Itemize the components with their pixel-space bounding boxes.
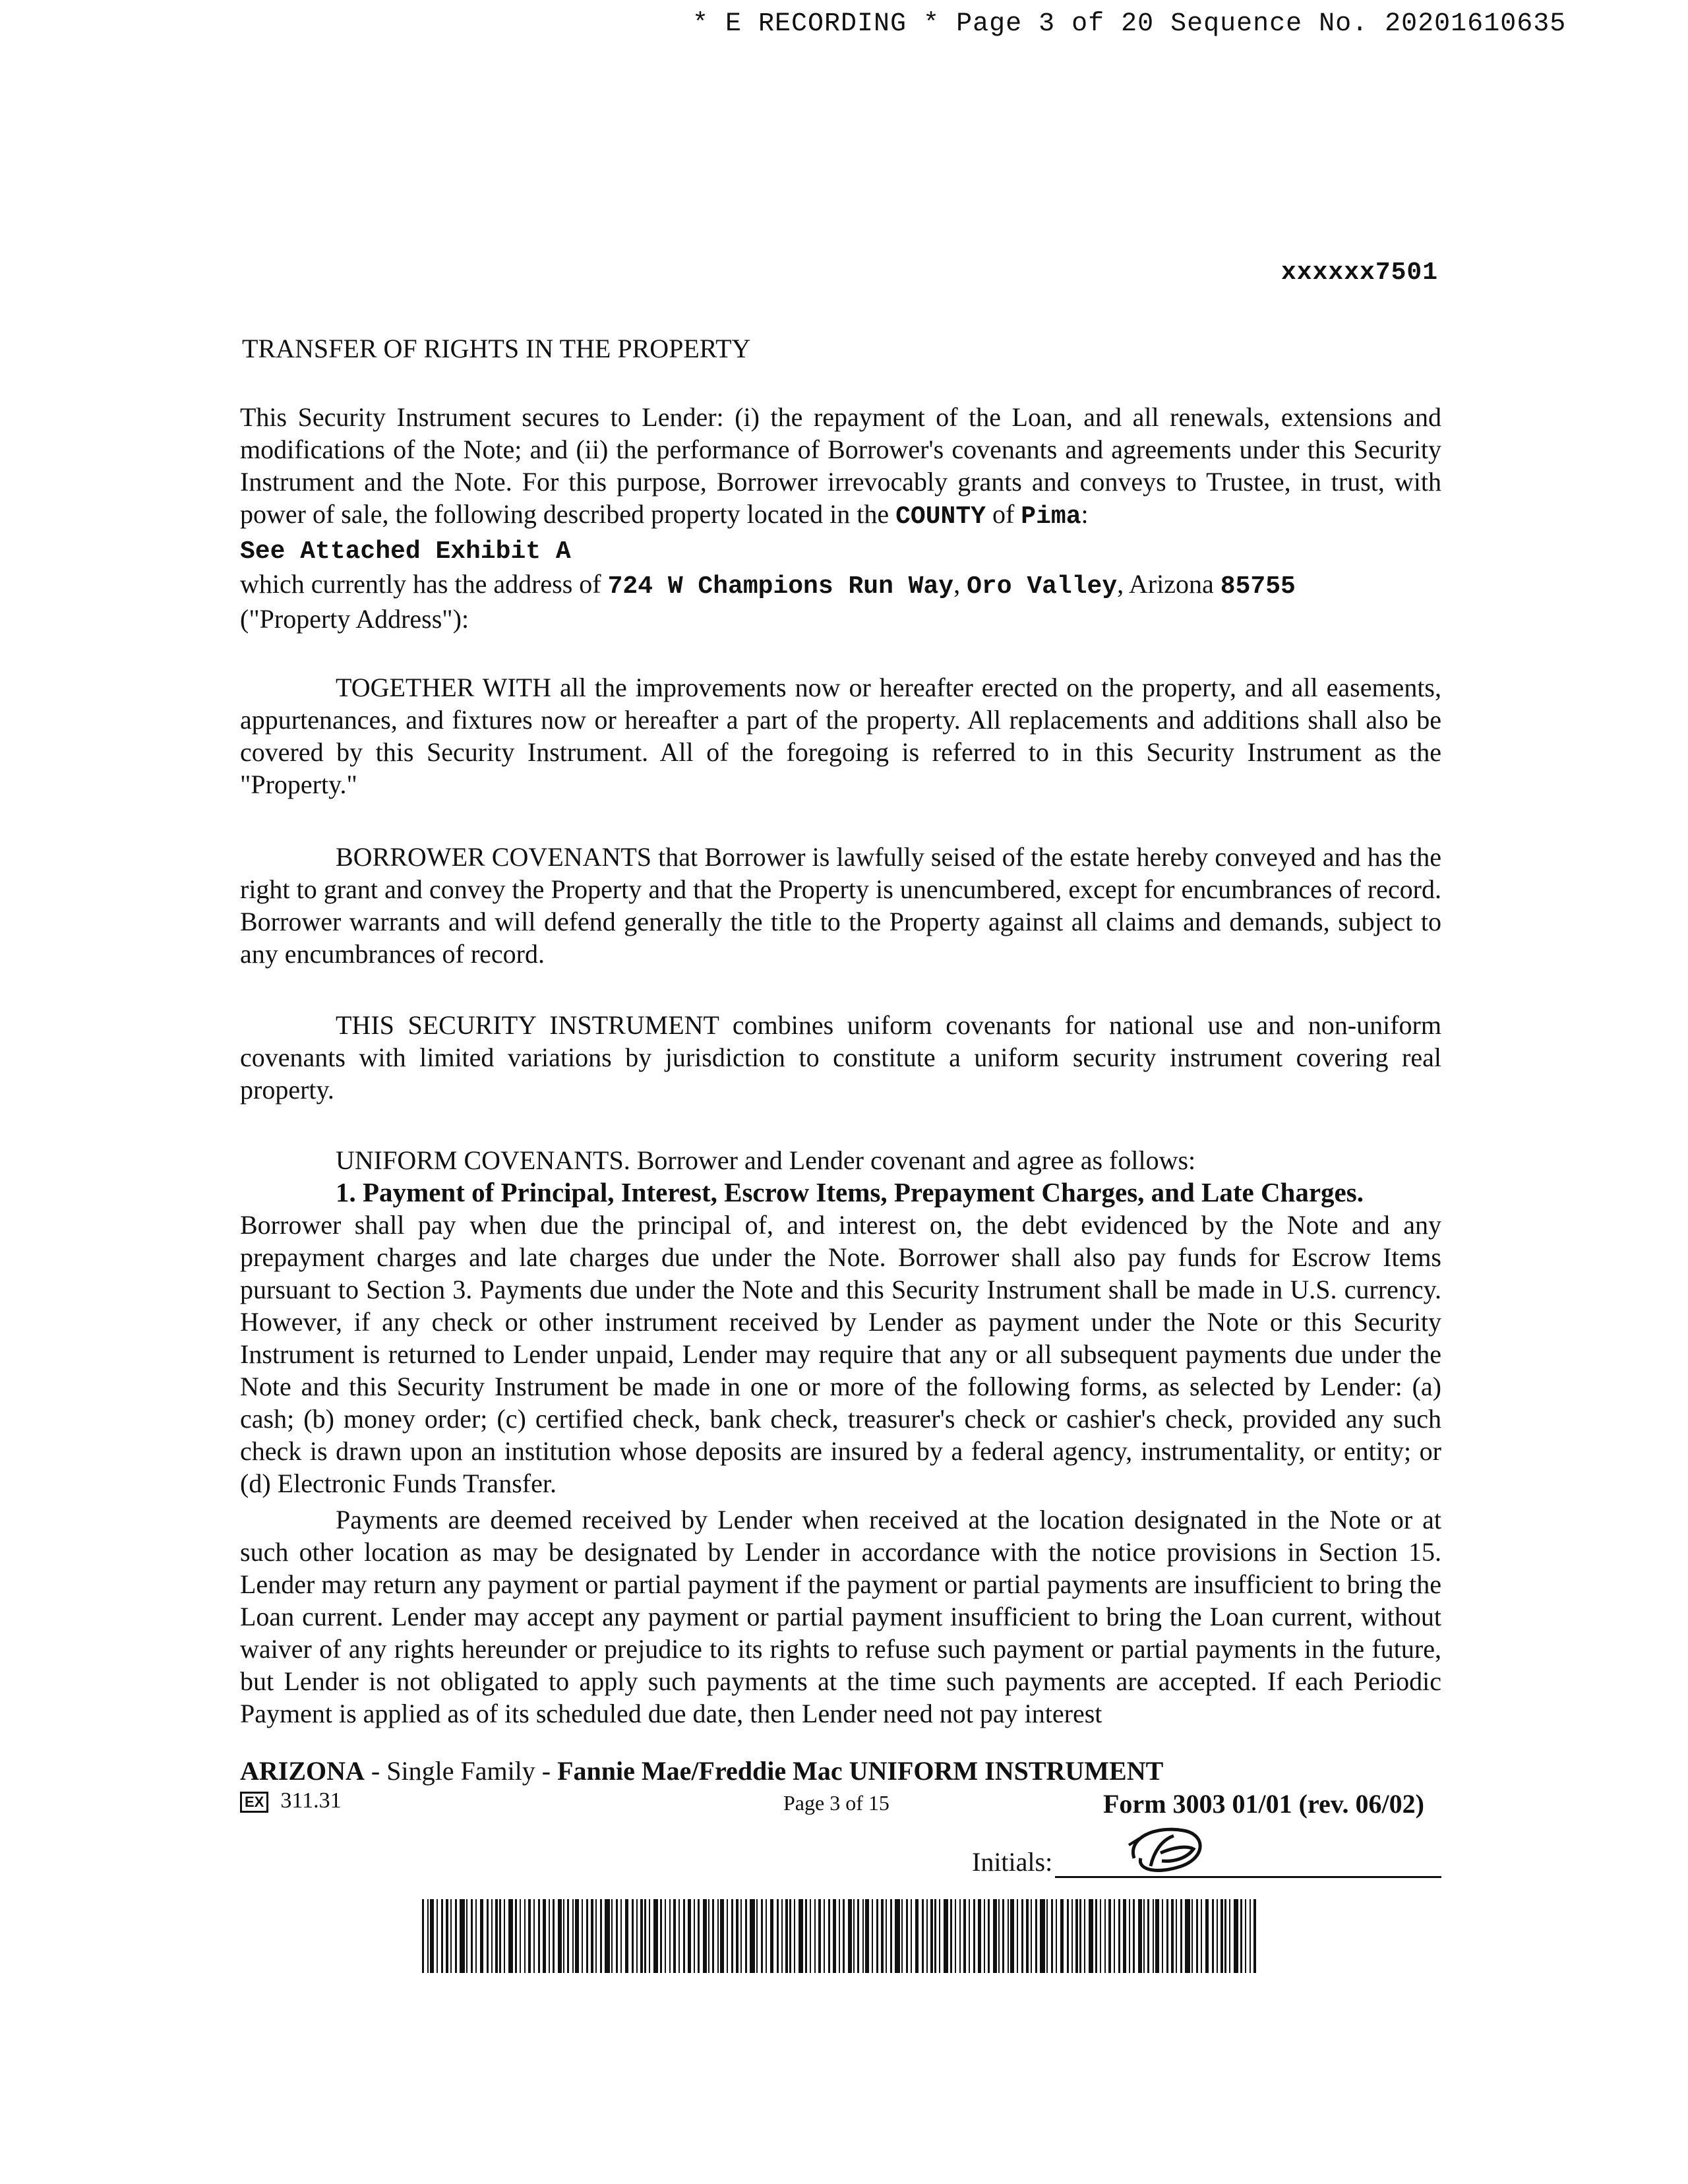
barcode-bar bbox=[533, 1899, 535, 1973]
barcode-bar bbox=[504, 1899, 505, 1973]
barcode-bar bbox=[605, 1899, 610, 1973]
barcode-bar bbox=[1123, 1899, 1126, 1973]
section1-heading: 1. Payment of Principal, Interest, Escrow Items, Prepayment Charges, and Late Charges. bbox=[336, 1177, 1364, 1207]
loan-number: xxxxxx7501 bbox=[1281, 258, 1439, 287]
together-paragraph bbox=[240, 671, 1441, 801]
barcode-bar bbox=[1017, 1899, 1018, 1973]
borrower-covenants-paragraph bbox=[240, 841, 1441, 970]
barcode-bar bbox=[563, 1899, 564, 1973]
barcode-bar bbox=[901, 1899, 903, 1973]
barcode-bar bbox=[1104, 1899, 1106, 1973]
barcode-bar bbox=[777, 1899, 779, 1973]
barcode-bar bbox=[543, 1899, 546, 1973]
barcode-bar bbox=[688, 1899, 691, 1973]
barcode-bar bbox=[441, 1899, 443, 1973]
barcode-bar bbox=[1196, 1899, 1198, 1973]
barcode-bar bbox=[857, 1899, 859, 1973]
barcode-bar bbox=[600, 1899, 602, 1973]
barcode-bar bbox=[487, 1899, 489, 1973]
county-colon: : bbox=[1081, 499, 1089, 529]
barcode-bar bbox=[959, 1899, 961, 1973]
transfer-paragraph: This Security Instrument secures to Lender: (i) the repayment of the Loan, and all renewals, extensions and modifications of the Note; and (ii) the performance of Borrower's covenants and agreements under this Security Instrument and the Note. For this purpose, Borrower irrevocably grants and conveys to Trustee, in trust, with power of sale, the following described property located in the COUNTY of Pima: See Attached Exhibit A which currently has the address of 724 W Champions Run Way, Oro Valley, Arizona 85755 ("Property Address"): bbox=[240, 402, 1441, 634]
barcode-bar bbox=[1185, 1899, 1190, 1973]
county-name: Pima bbox=[1021, 502, 1081, 531]
barcode-bar bbox=[950, 1899, 952, 1973]
barcode-bar bbox=[926, 1899, 928, 1973]
barcode-bar bbox=[480, 1899, 483, 1973]
barcode-bar bbox=[794, 1899, 795, 1973]
barcode-bar bbox=[984, 1899, 985, 1973]
barcode-bar bbox=[720, 1899, 724, 1973]
barcode-bar bbox=[471, 1899, 473, 1973]
legal-description: See Attached Exhibit A bbox=[240, 537, 571, 566]
barcode-bar bbox=[466, 1899, 467, 1973]
barcode-bar bbox=[865, 1899, 869, 1973]
barcode-bar bbox=[911, 1899, 912, 1973]
barcode-bar bbox=[660, 1899, 662, 1973]
barcode-bar bbox=[1229, 1899, 1230, 1973]
barcode-bar bbox=[683, 1899, 685, 1973]
barcode-bar bbox=[736, 1899, 738, 1973]
barcode-bar bbox=[915, 1899, 919, 1973]
handwritten-initials-icon bbox=[1114, 1819, 1213, 1879]
property-street: 724 W Champions Run Way bbox=[607, 572, 954, 601]
barcode-bar bbox=[611, 1899, 613, 1973]
address-prefix: which currently has the address of bbox=[240, 569, 601, 599]
of-word: of bbox=[992, 499, 1015, 529]
barcode-bar bbox=[1171, 1899, 1174, 1973]
barcode-bar bbox=[669, 1899, 671, 1973]
barcode-bar bbox=[1133, 1899, 1135, 1973]
barcode-bar bbox=[890, 1899, 892, 1973]
payments-received-text: Payments are deemed received by Lender when received at the location designated in the Note or at such other location as may be designated by Lender in accordance with the notice provisions in Section 15. Lender may return any payment or partial payment if the payment or partial payments are insufficient to bring the Loan current. Lender may accept any payment or partial payment insufficient to bring the Loan current, without waiver of any rights hereunder or prejudice to its rights to refuse such payment or partial payments in the future, but Lender is not obligated to apply such payments at the time such payments are accepted. If each Periodic Payment is applied as of its scheduled due date, then Lender need not pay interest bbox=[240, 1505, 1441, 1728]
barcode-bar bbox=[1176, 1899, 1177, 1973]
barcode-bar bbox=[828, 1899, 830, 1973]
barcode-bar bbox=[567, 1899, 569, 1973]
initials-label: Initials: bbox=[972, 1847, 1053, 1877]
footer-title bbox=[240, 1755, 1163, 1786]
barcode-bar bbox=[520, 1899, 521, 1973]
barcode-bar bbox=[595, 1899, 597, 1973]
barcode-bar bbox=[750, 1899, 755, 1973]
barcode-bar bbox=[582, 1899, 583, 1973]
barcode-bar bbox=[766, 1899, 767, 1973]
barcode-bar bbox=[745, 1899, 747, 1973]
barcode-bar bbox=[988, 1899, 990, 1973]
property-state: Arizona bbox=[1128, 569, 1214, 599]
barcode-bar bbox=[930, 1899, 933, 1973]
barcode-bar bbox=[553, 1899, 555, 1973]
barcode-bar bbox=[810, 1899, 811, 1973]
recording-header: * E RECORDING * Page 3 of 20 Sequence No. 20201610635 bbox=[692, 9, 1567, 39]
barcode-bar bbox=[1250, 1899, 1251, 1973]
barcode-bar bbox=[430, 1899, 434, 1973]
barcode-bar bbox=[876, 1899, 878, 1973]
barcode-bar bbox=[1084, 1899, 1085, 1973]
barcode-bar bbox=[839, 1899, 840, 1973]
barcode-bar bbox=[620, 1899, 622, 1973]
barcode-bar bbox=[591, 1899, 593, 1973]
barcode-bar bbox=[446, 1899, 448, 1973]
barcode-bar bbox=[678, 1899, 680, 1973]
barcode-bar bbox=[944, 1899, 948, 1973]
footer-page-number: Page 3 of 15 bbox=[783, 1791, 889, 1815]
barcode-bar bbox=[1071, 1899, 1073, 1973]
transfer-text: This Security Instrument secures to Lender: (i) the repayment of the Loan, and all renewals, extensions and modifications of the Note; and (ii) the performance of Borrower's covenants and agreements under this Security Instrument and the Note. For this purpose, Borrower irrevocably grants and conveys to Trustee, in trust, with power of sale, the following described property located in the bbox=[240, 402, 1441, 529]
barcode-bar bbox=[1147, 1899, 1149, 1973]
this-instrument-text: THIS SECURITY INSTRUMENT combines uniform covenants for national use and non-uniform covenants with limited variations by jurisdiction to constitute a uniform security instrument covering real property. bbox=[240, 1010, 1441, 1105]
barcode-bar bbox=[1217, 1899, 1218, 1973]
barcode-bar bbox=[1224, 1899, 1226, 1973]
barcode-bar bbox=[785, 1899, 788, 1973]
barcode-bar bbox=[717, 1899, 719, 1973]
barcode-bar bbox=[1162, 1899, 1163, 1973]
footer-form-number: Form 3003 01/01 (rev. 06/02) bbox=[1103, 1789, 1424, 1819]
barcode-bar bbox=[515, 1899, 517, 1973]
barcode-bar bbox=[1153, 1899, 1154, 1973]
barcode-bar bbox=[1191, 1899, 1193, 1973]
barcode-bar bbox=[973, 1899, 975, 1973]
barcode-bar bbox=[644, 1899, 646, 1973]
barcode-bar bbox=[495, 1899, 498, 1973]
address-suffix: ("Property Address"): bbox=[240, 604, 469, 634]
together-text: TOGETHER WITH all the improvements now or hereafter erected on the property, and all easements, appurtenances, and fixtures now or hereafter a part of the property. All replacements and additions shall also be covered by this Security Instrument. All of the foregoing is referred to in this Security Instrument as the "Property." bbox=[240, 673, 1441, 799]
barcode-bar bbox=[1095, 1899, 1097, 1973]
barcode-bar bbox=[998, 1899, 1000, 1973]
barcode-bar bbox=[1046, 1899, 1048, 1973]
barcode-bar bbox=[1114, 1899, 1115, 1973]
barcode-bar bbox=[1100, 1899, 1101, 1973]
barcode-bar bbox=[1008, 1899, 1009, 1973]
barcode-bar bbox=[1221, 1899, 1223, 1973]
footer-instrument: Fannie Mae/Freddie Mac UNIFORM INSTRUMENT bbox=[557, 1756, 1164, 1786]
barcode-bar bbox=[955, 1899, 956, 1973]
barcode-bar bbox=[575, 1899, 579, 1973]
barcode-bar bbox=[761, 1899, 763, 1973]
barcode-bar bbox=[653, 1899, 658, 1973]
barcode-bar bbox=[922, 1899, 924, 1973]
barcode-bar bbox=[993, 1899, 997, 1973]
this-instrument-paragraph bbox=[240, 1009, 1441, 1106]
barcode-bar bbox=[673, 1899, 676, 1973]
barcode-bar bbox=[549, 1899, 550, 1973]
barcode-bar bbox=[781, 1899, 783, 1973]
barcode-bar bbox=[625, 1899, 628, 1973]
barcode-bar bbox=[1201, 1899, 1202, 1973]
barcode-bar bbox=[640, 1899, 643, 1973]
barcode-bar bbox=[1212, 1899, 1214, 1973]
property-zip: 85755 bbox=[1220, 572, 1296, 601]
barcode-bar bbox=[427, 1899, 429, 1973]
barcode-bar bbox=[1040, 1899, 1045, 1973]
barcode-bar bbox=[1056, 1899, 1057, 1973]
footer-code bbox=[240, 1788, 342, 1813]
barcode-bar bbox=[636, 1899, 638, 1973]
barcode-bar bbox=[895, 1899, 900, 1973]
barcode-bar bbox=[1002, 1899, 1004, 1973]
barcode-bar bbox=[694, 1899, 695, 1973]
barcode-bar bbox=[1026, 1899, 1029, 1973]
barcode-bar bbox=[712, 1899, 714, 1973]
barcode-bar bbox=[1205, 1899, 1209, 1973]
barcode-bar bbox=[843, 1899, 845, 1973]
barcode-bar bbox=[1138, 1899, 1142, 1973]
jurisdiction-type: COUNTY bbox=[895, 502, 986, 531]
barcode-bar bbox=[740, 1899, 742, 1973]
barcode-bar bbox=[833, 1899, 836, 1973]
barcode-bar bbox=[963, 1899, 966, 1973]
barcode-bar bbox=[1245, 1899, 1246, 1973]
barcode-bar bbox=[789, 1899, 791, 1973]
barcode-bar bbox=[799, 1899, 803, 1973]
barcode-bar bbox=[1089, 1899, 1093, 1973]
barcode-bar bbox=[1143, 1899, 1145, 1973]
barcode-bar bbox=[814, 1899, 816, 1973]
barcode-bar bbox=[1021, 1899, 1023, 1973]
barcode-bar bbox=[572, 1899, 574, 1973]
barcode-bar bbox=[756, 1899, 758, 1973]
barcode-bar bbox=[1031, 1899, 1032, 1973]
barcode-bar bbox=[1234, 1899, 1238, 1973]
barcode-bar bbox=[862, 1899, 864, 1973]
barcode-bar bbox=[727, 1899, 728, 1973]
uniform-covenants-text: UNIFORM COVENANTS. Borrower and Lender covenant and agree as follows: bbox=[336, 1145, 1196, 1175]
barcode-bar bbox=[499, 1899, 501, 1973]
barcode-bar bbox=[1129, 1899, 1130, 1973]
barcode-bar bbox=[528, 1899, 531, 1973]
barcode-bar bbox=[698, 1899, 700, 1973]
barcode-bar bbox=[1010, 1899, 1014, 1973]
barcode-bar bbox=[475, 1899, 477, 1973]
barcode-bar bbox=[455, 1899, 457, 1973]
barcode-bar bbox=[1079, 1899, 1081, 1973]
barcode-bar bbox=[1067, 1899, 1069, 1973]
barcode-bar bbox=[491, 1899, 493, 1973]
barcode-bar bbox=[703, 1899, 707, 1973]
barcode-bar bbox=[731, 1899, 733, 1973]
barcode-bar bbox=[1118, 1899, 1120, 1973]
barcode-bar bbox=[508, 1899, 513, 1973]
uniform-covenants-section bbox=[240, 1144, 1441, 1730]
barcode-bar bbox=[906, 1899, 908, 1973]
barcode-bar bbox=[422, 1899, 424, 1973]
barcode-bar bbox=[872, 1899, 873, 1973]
barcode-bar bbox=[1155, 1899, 1159, 1973]
barcode-bar bbox=[538, 1899, 540, 1973]
barcode-bar bbox=[1035, 1899, 1037, 1973]
barcode-bar bbox=[934, 1899, 936, 1973]
barcode-bar bbox=[558, 1899, 562, 1973]
barcode-bar bbox=[1240, 1899, 1242, 1973]
barcode-bar bbox=[805, 1899, 807, 1973]
barcode-bar bbox=[1180, 1899, 1182, 1973]
footer-state: ARIZONA bbox=[240, 1756, 365, 1786]
barcode-bar bbox=[969, 1899, 970, 1973]
barcode-bar bbox=[1075, 1899, 1078, 1973]
barcode-bar bbox=[665, 1899, 666, 1973]
barcode-bar bbox=[586, 1899, 588, 1973]
barcode-bar bbox=[450, 1899, 452, 1973]
footer-code-number: 311.31 bbox=[280, 1788, 342, 1813]
barcode-bar bbox=[460, 1899, 465, 1973]
barcode-bar bbox=[616, 1899, 618, 1973]
barcode-bar bbox=[649, 1899, 650, 1973]
barcode-bar bbox=[1060, 1899, 1064, 1973]
barcode-bar bbox=[881, 1899, 884, 1973]
barcode-bar bbox=[708, 1899, 709, 1973]
section1-body: Borrower shall pay when due the principal of, and interest on, the debt evidenced by the Note and any prepayment charges and late charges due under the Note. Borrower shall also pay funds for Escrow Items pursuant to Section 3. Payments due under the Note and this Security Instrument shall be made in U.S. currency. However, if any check or other instrument received by Lender as payment under the Note or this Security Instrument is returned to Lender unpaid, Lender may require that any or all subsequent payments due under the Note and this Security Instrument be made in one or more of the following forms, as selected by Lender: (a) cash; (b) money order; (c) certified check, bank check, treasurer's check or cashier's check, provided any such check is drawn upon an institution whose deposits are insured by a federal agency, instrumentality, or entity; or (d) Electronic Funds Transfer. bbox=[240, 1210, 1441, 1498]
barcode-bar bbox=[1253, 1899, 1256, 1973]
barcode-bar bbox=[1166, 1899, 1168, 1973]
initials-line bbox=[1055, 1876, 1441, 1878]
barcode-bar bbox=[770, 1899, 773, 1973]
borrower-covenants-text: BORROWER COVENANTS that Borrower is lawfully seised of the estate hereby conveyed and has the right to grant and convey the Property and that the Property is unencumbered, except for encumbrances of record. Borrower warrants and will defend generally the title to the Property against all claims and demands, subject to any encumbrances of record. bbox=[240, 842, 1441, 969]
barcode-bar bbox=[524, 1899, 526, 1973]
barcode-bar bbox=[437, 1899, 438, 1973]
barcode-bar bbox=[1051, 1899, 1053, 1973]
barcode-bar bbox=[848, 1899, 852, 1973]
barcode-bar bbox=[632, 1899, 634, 1973]
barcode-bar bbox=[978, 1899, 981, 1973]
barcode-bar bbox=[1108, 1899, 1111, 1973]
barcode-bar bbox=[886, 1899, 887, 1973]
section-title: TRANSFER OF RIGHTS IN THE PROPERTY bbox=[242, 334, 751, 363]
barcode-bar bbox=[853, 1899, 855, 1973]
ex-logo-icon: EX bbox=[240, 1792, 268, 1813]
barcode-bar bbox=[939, 1899, 940, 1973]
footer-family: - Single Family - bbox=[364, 1756, 558, 1786]
property-city: Oro Valley bbox=[967, 572, 1118, 601]
barcode-bar bbox=[818, 1899, 821, 1973]
barcode-icon bbox=[422, 1899, 1257, 1973]
barcode-bar bbox=[824, 1899, 825, 1973]
